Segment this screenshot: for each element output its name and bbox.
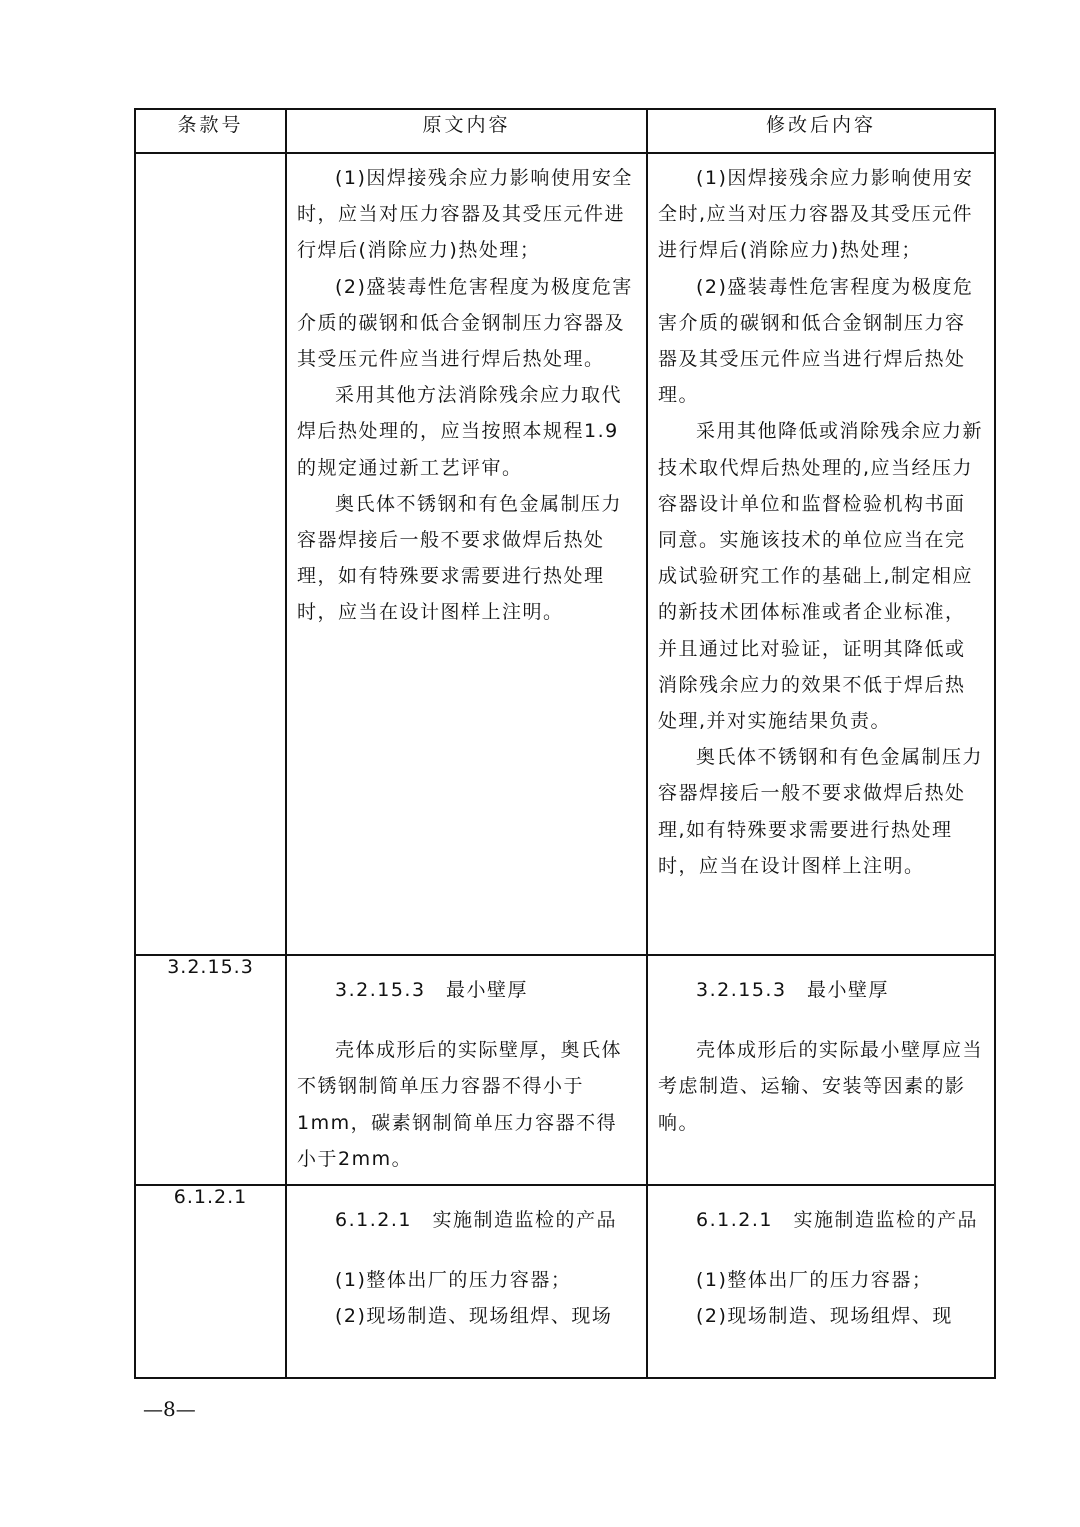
header-original-content: 原文内容: [286, 109, 647, 153]
paragraph: (1)因焊接残余应力影响使用安全时，应当对压力容器及其受压元件进行焊后(消除应力)热处理；: [297, 167, 633, 262]
paragraph: 采用其他降低或消除残余应力新技术取代焊后热处理的,应当经压力容器设计单位和监督检验机构书面同意。实施该技术的单位应当在完成试验研究工作的基础上,制定相应的新技术团体标准或者企业标准，并且通过比对验证，证明其降低或消除残余应力的效果不低于焊后热处理,并对实施结果负责。: [658, 420, 984, 733]
revised-content-cell: [647, 955, 995, 1185]
clause-number-cell: 6.1.2.1: [135, 1185, 286, 1378]
clause-number-cell: [135, 153, 286, 955]
paragraph: (2)盛装毒性危害程度为极度危害介质的碳钢和低合金钢制压力容器及其受压元件应当进行焊后热处理。: [297, 275, 633, 371]
original-content-cell: [286, 1185, 647, 1378]
original-content-cell: [286, 153, 647, 955]
paragraph: 奥氏体不锈钢和有色金属制压力容器焊接后一般不要求做焊后热处理，如有特殊要求需要进行热处理时，应当在设计图样上注明。: [297, 492, 623, 624]
paragraph: (2)现场制造、现场组焊、现: [696, 1305, 953, 1328]
table-row: [135, 955, 995, 1185]
paragraph: 壳体成形后的实际最小壁厚应当考虑制造、运输、安装等因素的影响。: [658, 1039, 984, 1134]
paragraph: 采用其他方法消除残余应力取代焊后热处理的，应当按照本规程1.9的规定通过新工艺评审。: [297, 384, 623, 479]
section-heading: 3.2.15.3 最小壁厚: [696, 979, 890, 1001]
table-row: [135, 153, 995, 955]
paragraph: (2)现场制造、现场组焊、现场: [335, 1305, 613, 1328]
page-number: —8—: [143, 1397, 196, 1421]
table-row: [135, 1185, 995, 1378]
section-heading: 6.1.2.1 实施制造监检的产品: [335, 1209, 617, 1231]
section-heading: 6.1.2.1 实施制造监检的产品: [696, 1209, 978, 1231]
comparison-table: [134, 108, 996, 1379]
section-heading: 3.2.15.3 最小壁厚: [335, 979, 529, 1001]
header-clause-number: 条款号: [135, 109, 286, 153]
paragraph: 奥氏体不锈钢和有色金属制压力容器焊接后一般不要求做焊后热处理,如有特殊要求需要进行热处理时，应当在设计图样上注明。: [658, 746, 984, 877]
header-revised-content: 修改后内容: [647, 109, 995, 153]
revised-content-cell: [647, 1185, 995, 1378]
clause-number-cell: 3.2.15.3: [135, 955, 286, 1185]
paragraph: (1)因焊接残余应力影响使用安全时,应当对压力容器及其受压元件进行焊后(消除应力)热处理；: [658, 167, 974, 262]
table-header-row: [135, 109, 995, 153]
paragraph: (2)盛装毒性危害程度为极度危害介质的碳钢和低合金钢制压力容器及其受压元件应当进行焊后热处理。: [658, 275, 974, 407]
paragraph: (1)整体出厂的压力容器；: [696, 1269, 933, 1292]
revised-content-cell: [647, 153, 995, 955]
paragraph: (1)整体出厂的压力容器；: [335, 1269, 572, 1292]
paragraph: 壳体成形后的实际壁厚，奥氏体不锈钢制简单压力容器不得小于1mm，碳素钢制简单压力容器不得小于2mm。: [297, 1039, 623, 1170]
original-content-cell: [286, 955, 647, 1185]
